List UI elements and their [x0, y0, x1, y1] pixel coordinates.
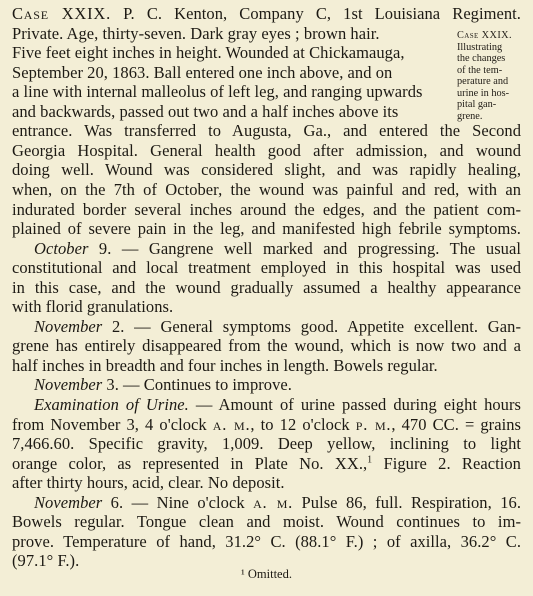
text-line	[12, 121, 521, 141]
text-segment: plained of severe pain in the leg, and manifested high febrile symptoms.	[12, 219, 521, 239]
date-heading: November	[34, 316, 103, 336]
text-line	[12, 141, 521, 161]
text-segment: grene has entirely disappeared from the wound, which is now two and a	[12, 336, 521, 356]
margin-note-line: urine in hos-	[457, 87, 510, 99]
text-segment: a. m.	[253, 492, 294, 512]
text-line	[34, 395, 521, 415]
text-segment: Figure 2. Reaction	[372, 453, 521, 473]
text-segment: constitutional and local treatment employed in this hospital was used	[12, 258, 521, 278]
text-segment: orange color, as represented in Plate No. XX.,	[12, 453, 368, 473]
text-line	[12, 160, 521, 180]
text-line	[12, 336, 521, 356]
text-segment: 9. — Gangrene well marked and progressing. The usual	[88, 238, 521, 258]
text-line	[12, 219, 521, 239]
text-segment: Private. Age, thirty-seven. Dark gray eyes ; brown hair.	[12, 23, 380, 43]
margin-note-line: grene.	[457, 110, 483, 122]
text-segment: 6. — Nine o'clock	[102, 492, 254, 512]
text-segment: indurated border several inches around the edges, and the patient com-	[12, 199, 521, 219]
text-segment: half inches in breadth and four inches in length. Bowels regular.	[12, 355, 438, 375]
text-segment: Bowels regular. Tongue clean and moist. Wound continues to im-	[12, 512, 521, 532]
text-segment: entrance. Was transferred to Augusta, Ga., and entered the Second	[12, 121, 521, 141]
text-segment: when, on the 7th of October, the wound was painful and red, with an	[12, 179, 521, 199]
text-line	[12, 356, 438, 376]
text-line	[12, 512, 521, 532]
text-line	[34, 493, 521, 513]
margin-note-line: the changes	[457, 53, 506, 64]
text-line	[12, 4, 521, 24]
text-line	[12, 258, 521, 278]
text-segment: from November 3, 4 o'clock	[12, 414, 213, 434]
text-segment: and backwards, passed out two and a half inches above its	[12, 101, 399, 121]
text-segment: (97.1° F.).	[12, 551, 80, 571]
margin-note-line: of the tem-	[457, 64, 503, 76]
text-segment: after thirty hours, acid, clear. No deposit.	[12, 473, 285, 493]
date-heading: October	[34, 238, 89, 258]
text-segment: in this case, and the wound gradually assumed a healthy appearance	[12, 277, 521, 297]
text-segment: , 470 CC. = grains	[391, 414, 522, 434]
text-segment: Georgia Hospital. General health good after admission, and wound	[12, 140, 521, 160]
text-line	[34, 375, 292, 395]
date-heading: November	[34, 375, 103, 395]
text-line	[12, 24, 380, 44]
text-segment: 2. — General symptoms good. Appetite excellent. Gan-	[102, 316, 521, 336]
date-heading: November	[34, 492, 103, 512]
text-line	[12, 82, 423, 102]
text-segment: 7,466.60. Specific gravity, 1,009. Deep yellow, inclining to light	[12, 434, 521, 454]
text-line	[12, 180, 521, 200]
text-segment: with florid granulations.	[12, 297, 174, 317]
text-line	[12, 63, 392, 83]
margin-note-line: Illustrating	[457, 41, 503, 53]
margin-note	[457, 30, 533, 122]
text-segment: P. C. Kenton, Company C, 1st Louisiana Regiment.	[111, 4, 521, 23]
footnote-marker: 1	[367, 454, 373, 466]
text-segment: doing well. Wound was considered slight, and was rapidly healing,	[12, 160, 521, 180]
text-line	[12, 454, 521, 474]
text-line	[34, 317, 521, 337]
margin-note-line: Case XXIX.	[457, 30, 512, 41]
text-segment: , to 12 o'clock	[250, 414, 356, 434]
margin-note-line: perature and	[457, 76, 509, 87]
text-line	[12, 415, 521, 435]
text-segment: prove. Temperature of hand, 31.2° C. (88.1° F.) ; of axilla, 36.2° C.	[12, 531, 521, 551]
text-line	[12, 473, 285, 493]
text-line	[12, 43, 405, 63]
text-segment: a. m.	[212, 414, 251, 434]
text-line	[12, 532, 521, 552]
text-line	[12, 102, 398, 122]
text-line	[12, 434, 521, 454]
text-segment: a line with internal malleolus of left leg, and ranging upwards	[12, 82, 423, 102]
text-line	[34, 239, 521, 259]
text-line	[12, 278, 521, 298]
text-segment: — Amount of urine passed during eight hours	[188, 395, 521, 414]
text-line	[12, 200, 521, 220]
text-segment: 3. — Continues to improve.	[102, 375, 292, 395]
text-segment: Five feet eight inches in height. Wounded at Chickamauga,	[12, 43, 405, 63]
date-heading: Examination of Urine.	[34, 395, 189, 414]
footnote: ¹ Omitted.	[241, 567, 292, 581]
text-segment: September 20, 1863. Ball entered one inch above, and on	[12, 62, 393, 82]
text-segment: Case XXIX.	[12, 4, 112, 23]
text-segment: Pulse 86, full. Respiration, 16.	[293, 492, 521, 512]
margin-note-line: pital gan-	[457, 99, 497, 110]
text-segment: p. m.	[355, 414, 392, 434]
text-line	[12, 297, 173, 317]
